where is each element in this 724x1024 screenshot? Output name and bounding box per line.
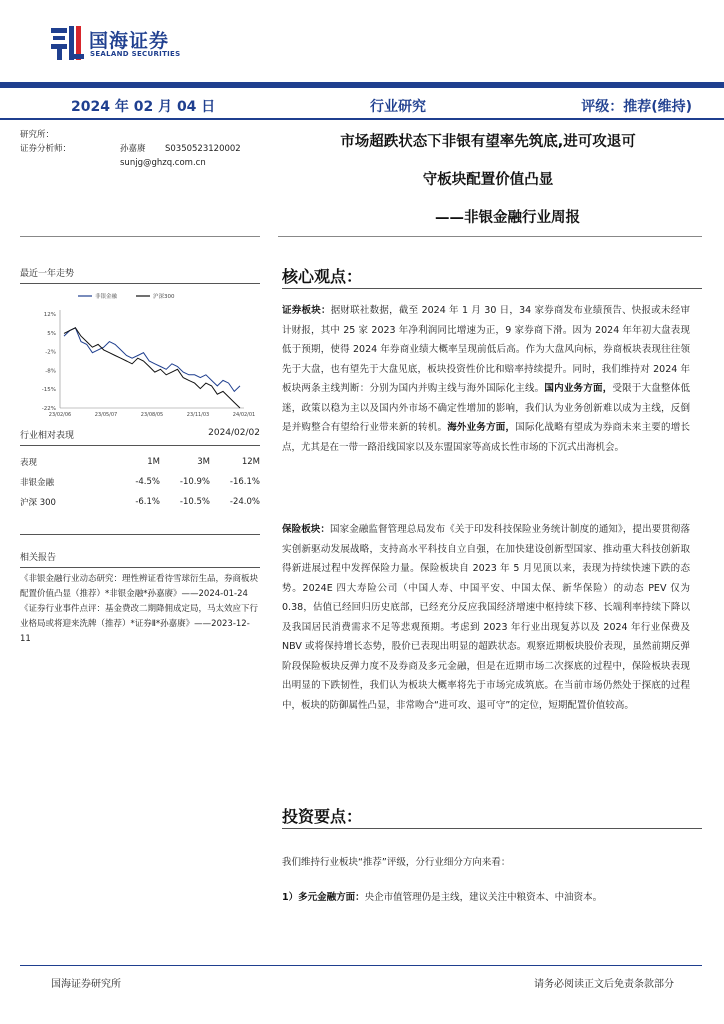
paragraph-text: 据财联社数据，截至 2024 年 1 月 30 日，34 家券商发布业绩预告、快报或未经审计财报，其中 25 家 2023 年净利润同比增速为正，9 家券商下滑。因为 2024 年年初大盘表现低于预期，使得 2024 年券商业绩大概率呈现前低后高。作为大盘风向标，券商板块表现往往领先于大盘，也有望先于大盘见底，板块投资性价比和赔率持续提升。同时，我们维持对 2024 年板块两条主线判断：分别为国内并购主线与海外国际化主线。 [282, 305, 690, 394]
analyst-info [20, 128, 260, 170]
related-report-list [20, 572, 260, 647]
logo-mark-icon [51, 24, 85, 62]
securities-paragraph [282, 301, 690, 457]
divider [282, 288, 702, 289]
paragraph-text: 国家金融监督管理总局发布《关于印发科技保险业务统计制度的通知》，提出要贯彻落实创新驱动发展战略，支持高水平科技自立自强，在加快建设创新型国家、推动重大科技创新取得新进展过程中发挥保险力量。保险板块自 2023 年 5 月见顶以来，表现为持续快速下跌的态势。2024E 四大寿险公司（中国人寿、中国平安、中国太保、新华保险）的动态 PEV 仅为 0.38，估值已经回归历史底部，已经充分反应我国经济增速中枢持续下移、长端利率持续下降以及我国居民消费需求不足等悲观预期。考虑到 2023 年行业出现复苏以及 2024 年行业保费及 NBV 或将保持增长态势，股价已表现出明显的超跌状态。观察近期板块股价表现，虽然前期反弹阶段保险板块反弹力度不及券商及多元金融，但是在近期市场二次探底的过程中，保险板块表现出明显的下跌韧性，我们认为板块大概率将先于市场完成筑底。在当前市场仍然处于探底的过程中，板块的防御属性凸显，非常吻合“进可攻、退可守”的定位，短期配置价值较高。 [282, 524, 690, 711]
title-line-1: 市场超跌状态下非银有望率先筑底,进可攻退可 [340, 134, 636, 150]
core-heading: 核心观点： [282, 267, 363, 286]
column-header: 12M [241, 457, 260, 467]
related-report-item[interactable]: 《证券行业事件点评：基金费改二期降佣成定局，马太效应下行业格局或将迎来洗牌（推荐）*证券Ⅱ*孙嘉赓》——2023-12-11 [20, 604, 259, 644]
paragraph-keyword: 证券板块： [282, 305, 331, 316]
table-cell: -24.0% [229, 497, 260, 507]
title-line-2: 守板块配置价值凸显 [422, 172, 554, 188]
invest-intro: 我们维持行业板块“推荐”评级，分行业细分方向来看： [282, 857, 511, 868]
report-title [278, 128, 698, 232]
paragraph-text: 受限于大盘整体低迷，政策以稳为主以及国内外市场不确定性增加的影响，我们认为业务创新难以成为主线，反倒是并购整合有望给行业带来新的转机。 [282, 383, 690, 433]
analyst-license: S0350523120002 [165, 144, 241, 154]
insurance-paragraph [282, 520, 690, 715]
report-rating: 评级：推荐(维持) [581, 99, 692, 115]
report-date: 2024 年 02 月 04 日 [71, 99, 216, 115]
table-row [20, 492, 260, 512]
y-tick-label: -2% [45, 349, 56, 356]
performance-date: 2024/02/02 [208, 428, 260, 438]
x-tick-label: 23/11/03 [186, 412, 210, 418]
column-header: 1M [147, 457, 160, 467]
divider [282, 828, 702, 829]
analyst-name: 孙嘉赓 [120, 144, 146, 154]
footer-divider [20, 965, 702, 966]
table-cell: -10.9% [179, 477, 210, 487]
y-tick-label: -15% [41, 387, 56, 394]
table-cell: -10.5% [179, 497, 210, 507]
table-cell: -4.5% [135, 477, 160, 487]
table-cell: 沪深 300 [20, 498, 56, 508]
y-tick-label: -8% [45, 368, 56, 375]
analyst-email[interactable]: sunjg@ghzq.com.cn [120, 158, 206, 168]
legend-label: 非银金融 [95, 294, 118, 300]
report-header-bar [0, 82, 724, 120]
paragraph-keyword: 保险板块： [282, 524, 331, 535]
x-tick-label: 23/08/05 [140, 412, 164, 418]
trend-chart [20, 290, 260, 418]
y-tick-label: 12% [43, 312, 56, 318]
trend-chart-svg [20, 290, 260, 418]
related-report-item[interactable]: 《非银金融行业动态研究：理性辨证看待雪球衍生品，券商板块配置价值凸显（推荐）*非银金融*孙嘉赓》——2024-01-24 [20, 574, 259, 599]
invest-heading: 投资要点： [282, 807, 363, 826]
paragraph-text: 国际化战略有望成为券商未来主要的增长点，尤其是在一带一路沿线国家以及东盟国家等高成长性市场的下沉式出海机会。 [282, 422, 690, 453]
divider [20, 236, 260, 237]
legend-label: 沪深300 [153, 294, 175, 300]
x-tick-label: 23/02/06 [48, 412, 72, 418]
title-subtitle: ——非银金融行业周报 [435, 210, 580, 226]
paragraph-keyword: 1）多元金融方面： [282, 892, 365, 903]
series-line-2 [64, 328, 240, 408]
related-heading: 相关报告 [20, 550, 260, 568]
divider [278, 236, 702, 237]
table-header-row [20, 452, 260, 472]
report-type: 行业研究 [370, 99, 426, 115]
company-logo [51, 24, 186, 64]
logo-name-en: SEALAND SECURITIES [90, 50, 181, 58]
table-cell: -6.1% [135, 497, 160, 507]
paragraph-keyword: 国内业务方面， [544, 383, 613, 394]
diversified-finance-paragraph [282, 888, 690, 908]
research-label: 研究所： [20, 130, 55, 140]
x-tick-label: 24/02/01 [232, 412, 256, 418]
performance-table [20, 452, 260, 512]
performance-title: 行业相对表现 [20, 431, 75, 441]
trend-heading: 最近一年走势 [20, 266, 260, 284]
footer-disclaimer: 请务必阅读正文后免责条款部分 [534, 979, 674, 990]
footer-institute: 国海证券研究所 [51, 979, 121, 990]
performance-heading [20, 428, 260, 446]
y-tick-label: -22% [41, 406, 56, 412]
paragraph-keyword: 海外业务方面， [447, 422, 516, 433]
series-line-1 [64, 328, 240, 392]
y-tick-label: 5% [47, 330, 56, 337]
logo-name: 国海证券 [89, 30, 170, 52]
column-header: 3M [197, 457, 210, 467]
column-header: 表现 [20, 458, 38, 468]
table-row [20, 472, 260, 492]
divider [20, 534, 260, 535]
table-cell: -16.1% [229, 477, 260, 487]
analyst-label: 证券分析师： [20, 144, 72, 154]
x-tick-label: 23/05/07 [94, 412, 118, 418]
table-cell: 非银金融 [20, 478, 55, 488]
paragraph-text: 央企市值管理仍是主线，建议关注中粮资本、中油资本。 [364, 892, 603, 903]
